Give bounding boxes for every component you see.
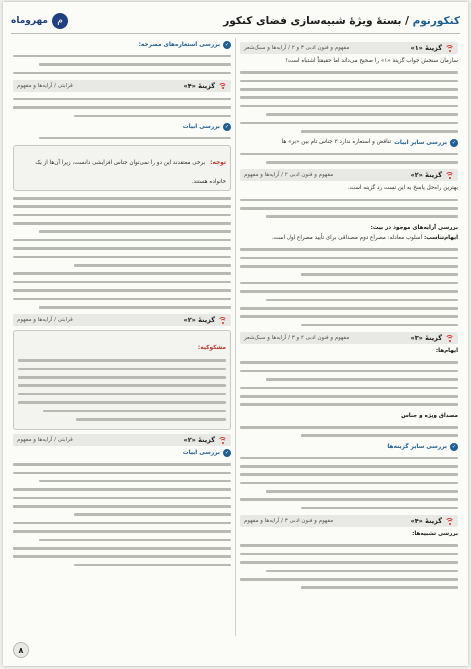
signal-icon [218,437,227,443]
rule-title: مصداق ویژه و جناس [401,412,458,419]
question-number: گزینهٔ «۱» [411,44,455,52]
note-label: توجه: [210,160,226,167]
check-icon: ✓ [224,123,230,130]
review-row [13,123,231,131]
question-meta: مفهوم و فنون ادبی ۳ و ۲ / آرایه‌ها و سبک‌شعر [244,45,350,51]
question-number: گزینهٔ «۲» [411,171,455,179]
question-meta: مفهوم و فنون ادبی ۲ و ۳ / آرایه‌ها و سبک‌شعر [244,335,350,342]
signal-icon [218,317,227,323]
question-meta: قرابتی / آرایه‌ها و مفهوم [17,82,73,89]
rule-line: ایهام‌تناسب: اسلوب معادله: مصراع دوم مصداقی برای تأیید مصراع اول است. [271,235,458,242]
signal-icon [218,83,227,89]
question-bar [13,434,231,446]
brand-logo-icon: م [52,13,68,29]
question-meta: قرابتی / آرایه‌ها و مفهوم [17,317,73,324]
review-row [240,443,458,451]
review-title: بررسی ابیات [182,450,220,457]
question-bar [240,42,458,54]
question-bar [13,314,231,326]
text-lines [240,71,458,132]
question-number: گزینهٔ «۴» [411,517,455,525]
note-box [13,145,231,191]
review-row [13,41,231,49]
question-meta: قرابتی / آرایه‌ها و مفهوم [17,437,73,444]
page-number: ۸ [13,642,29,658]
check-icon: ✓ [224,42,230,48]
review-title: بررسی ابیات [182,123,220,130]
header-title-sub: / بستهٔ ویژهٔ شبیه‌سازی فضای کنکور [223,14,413,27]
page-footer [13,640,458,660]
review-title: بررسی سایر ابیات [394,139,447,146]
question-meta: مفهوم و فنون ادبی ۲ / آرایه‌ها و مفهوم [244,172,334,179]
page-header [11,8,460,34]
right-column [240,38,458,636]
left-column [13,38,231,636]
question-number: گزینهٔ «۳» [411,334,455,342]
review-row [240,138,458,146]
question-bar [13,80,231,92]
brand [11,13,68,29]
question-number: گزینهٔ «۲» [184,436,228,444]
brand-name: مهروماه [11,15,48,26]
question-number: گزینهٔ «۴» [184,82,228,90]
check-icon: ✓ [451,443,457,450]
note-text: برخی معتقدند این دو را نمی‌توان جناس افزایشی دانست، زیرا آن‌ها از یک خانواده هستند. [35,160,226,186]
question-number: گزینهٔ «۲» [184,316,228,324]
header-title-main: کنکورنوم [412,14,460,27]
review-text: تناقض و استعاره ندارد ۳ جناس تام بین «بر» ها [281,139,392,146]
review-title: بررسی سایر گزینه‌ها [387,443,447,450]
check-icon: ✓ [451,139,457,146]
note-box [13,330,231,430]
column-divider [235,38,236,636]
review-title: بررسی استعاره‌های مصرحه: [138,42,220,48]
review-row [13,449,231,457]
signal-icon [445,335,454,341]
question-bar [240,332,458,344]
answer-text: سازمان سنجش جواب گزینهٔ «۱» را صحیح می‌داند اما حقیقتاً اشتباه است! [285,58,458,64]
rules-title: بررسی آرایه‌های موجود در بیت: [370,224,458,231]
note-label: مشکوکیه: [197,345,226,352]
check-icon: ✓ [224,450,230,457]
question-meta: مفهوم و فنون ادبی ۳ / آرایه‌ها و مفهوم [244,518,334,525]
rule-line: ایهام‌ها: [435,348,458,355]
answer-text: بهترین راه‌حل پاسخ به این تست رد گزینه است. [347,185,458,192]
question-bar [240,515,458,527]
signal-icon [445,518,454,524]
header-title [223,15,460,27]
question-bar [240,169,458,181]
textbook-page [3,2,468,666]
signal-icon [445,45,454,51]
rule-title: بررسی تشبیه‌ها: [412,531,458,538]
signal-icon [445,172,454,178]
